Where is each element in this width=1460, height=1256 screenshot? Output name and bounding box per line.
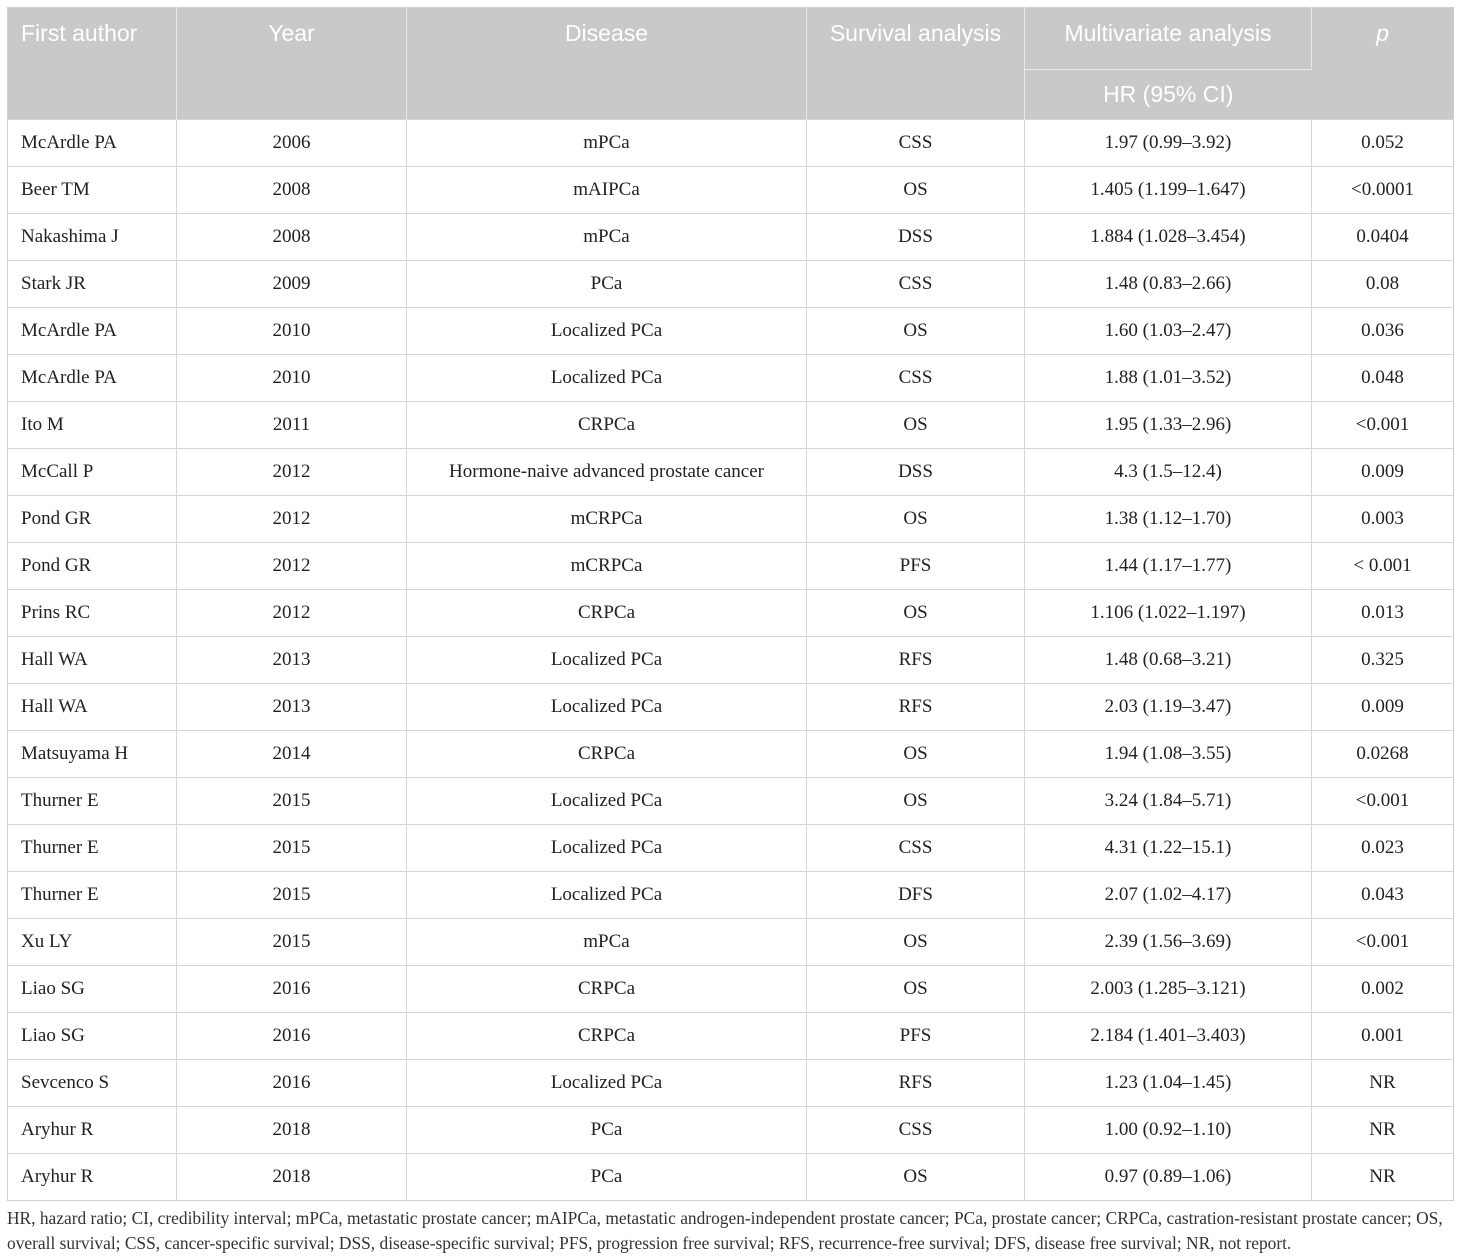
cell-disease: PCa — [407, 1154, 807, 1201]
cell-first-author: Liao SG — [8, 966, 177, 1013]
cell-disease: Localized PCa — [407, 684, 807, 731]
cell-year: 2013 — [177, 684, 407, 731]
cell-p-value: 0.052 — [1312, 120, 1454, 167]
cell-year: 2012 — [177, 449, 407, 496]
cell-disease: mCRPCa — [407, 543, 807, 590]
cell-survival-analysis: OS — [807, 731, 1025, 778]
cell-survival-analysis: OS — [807, 966, 1025, 1013]
cell-p-value: 0.043 — [1312, 872, 1454, 919]
cell-disease: mPCa — [407, 919, 807, 966]
cell-p-value: 0.048 — [1312, 355, 1454, 402]
cell-survival-analysis: OS — [807, 590, 1025, 637]
header-survival-analysis: Survival analysis — [807, 8, 1025, 120]
header-multivariate-analysis: Multivariate analysis — [1025, 8, 1312, 70]
cell-p-value: 0.023 — [1312, 825, 1454, 872]
cell-first-author: McArdle PA — [8, 355, 177, 402]
cell-disease: Localized PCa — [407, 637, 807, 684]
cell-hr-ci: 0.97 (0.89–1.06) — [1025, 1154, 1312, 1201]
table-row — [8, 590, 1454, 637]
cell-p-value: <0.001 — [1312, 402, 1454, 449]
cell-year: 2015 — [177, 919, 407, 966]
cell-first-author: Hall WA — [8, 637, 177, 684]
table-row — [8, 261, 1454, 308]
cell-hr-ci: 1.88 (1.01–3.52) — [1025, 355, 1312, 402]
table-row — [8, 543, 1454, 590]
cell-hr-ci: 4.3 (1.5–12.4) — [1025, 449, 1312, 496]
cell-survival-analysis: OS — [807, 167, 1025, 214]
cell-year: 2015 — [177, 778, 407, 825]
cell-survival-analysis: CSS — [807, 1107, 1025, 1154]
cell-disease: CRPCa — [407, 1013, 807, 1060]
cell-first-author: Matsuyama H — [8, 731, 177, 778]
cell-year: 2009 — [177, 261, 407, 308]
cell-hr-ci: 3.24 (1.84–5.71) — [1025, 778, 1312, 825]
table-row — [8, 167, 1454, 214]
cell-p-value: 0.036 — [1312, 308, 1454, 355]
cell-first-author: Pond GR — [8, 496, 177, 543]
cell-p-value: 0.009 — [1312, 684, 1454, 731]
cell-p-value: 0.001 — [1312, 1013, 1454, 1060]
cell-hr-ci: 2.03 (1.19–3.47) — [1025, 684, 1312, 731]
cell-year: 2018 — [177, 1154, 407, 1201]
cell-hr-ci: 1.97 (0.99–3.92) — [1025, 120, 1312, 167]
cell-year: 2015 — [177, 872, 407, 919]
cell-first-author: Prins RC — [8, 590, 177, 637]
table-row — [8, 1107, 1454, 1154]
cell-first-author: Nakashima J — [8, 214, 177, 261]
cell-survival-analysis: OS — [807, 496, 1025, 543]
cell-p-value: <0.001 — [1312, 919, 1454, 966]
cell-p-value: NR — [1312, 1060, 1454, 1107]
cell-hr-ci: 1.48 (0.83–2.66) — [1025, 261, 1312, 308]
cell-p-value: < 0.001 — [1312, 543, 1454, 590]
table-row — [8, 496, 1454, 543]
cell-hr-ci: 2.184 (1.401–3.403) — [1025, 1013, 1312, 1060]
cell-hr-ci: 1.94 (1.08–3.55) — [1025, 731, 1312, 778]
cell-year: 2013 — [177, 637, 407, 684]
cell-survival-analysis: CSS — [807, 120, 1025, 167]
table-row — [8, 731, 1454, 778]
table-row — [8, 214, 1454, 261]
cell-disease: mAIPCa — [407, 167, 807, 214]
cell-disease: CRPCa — [407, 402, 807, 449]
table-row — [8, 120, 1454, 167]
cell-survival-analysis: OS — [807, 778, 1025, 825]
cell-survival-analysis: RFS — [807, 684, 1025, 731]
cell-p-value: 0.325 — [1312, 637, 1454, 684]
cell-first-author: McArdle PA — [8, 120, 177, 167]
cell-first-author: Thurner E — [8, 872, 177, 919]
cell-hr-ci: 1.106 (1.022–1.197) — [1025, 590, 1312, 637]
cell-first-author: Beer TM — [8, 167, 177, 214]
header-year: Year — [177, 8, 407, 120]
cell-disease: PCa — [407, 261, 807, 308]
cell-hr-ci: 1.00 (0.92–1.10) — [1025, 1107, 1312, 1154]
cell-p-value: 0.003 — [1312, 496, 1454, 543]
cell-year: 2008 — [177, 214, 407, 261]
cell-p-value: 0.0268 — [1312, 731, 1454, 778]
cell-p-value: 0.0404 — [1312, 214, 1454, 261]
cell-p-value: NR — [1312, 1154, 1454, 1201]
cell-p-value: NR — [1312, 1107, 1454, 1154]
cell-survival-analysis: CSS — [807, 825, 1025, 872]
cell-first-author: McArdle PA — [8, 308, 177, 355]
table-body — [8, 120, 1454, 1201]
cell-first-author: Aryhur R — [8, 1107, 177, 1154]
cell-disease: CRPCa — [407, 590, 807, 637]
cell-first-author: Thurner E — [8, 778, 177, 825]
cell-first-author: Hall WA — [8, 684, 177, 731]
table-row — [8, 825, 1454, 872]
cell-year: 2011 — [177, 402, 407, 449]
cell-disease: Localized PCa — [407, 872, 807, 919]
cell-disease: Localized PCa — [407, 1060, 807, 1107]
cell-p-value: 0.002 — [1312, 966, 1454, 1013]
cell-survival-analysis: OS — [807, 1154, 1025, 1201]
cell-first-author: Stark JR — [8, 261, 177, 308]
cell-first-author: Xu LY — [8, 919, 177, 966]
cell-hr-ci: 1.23 (1.04–1.45) — [1025, 1060, 1312, 1107]
table-row — [8, 402, 1454, 449]
results-table — [7, 7, 1454, 1201]
cell-disease: Localized PCa — [407, 308, 807, 355]
cell-year: 2015 — [177, 825, 407, 872]
cell-first-author: Aryhur R — [8, 1154, 177, 1201]
cell-survival-analysis: OS — [807, 919, 1025, 966]
cell-survival-analysis: OS — [807, 402, 1025, 449]
cell-hr-ci: 1.48 (0.68–3.21) — [1025, 637, 1312, 684]
header-p-value: p — [1312, 8, 1454, 120]
table-row — [8, 1060, 1454, 1107]
header-disease: Disease — [407, 8, 807, 120]
table-row — [8, 872, 1454, 919]
cell-year: 2016 — [177, 1060, 407, 1107]
header-first-author: First author — [8, 8, 177, 120]
cell-year: 2008 — [177, 167, 407, 214]
cell-survival-analysis: OS — [807, 308, 1025, 355]
table-footnote: HR, hazard ratio; CI, credibility interval; mPCa, metastatic prostate cancer; mAIPCa, metastatic androgen-independent prostate cancer; PCa, prostate cancer; CRPCa, castration-resistant prostate cancer; OS, overall survival; CSS, cancer-specific survival; DSS, disease-specific survival; PFS, progression free survival; RFS, recurrence-free survival; DFS, disease free survival; NR, not report. — [7, 1208, 1443, 1253]
cell-survival-analysis: CSS — [807, 355, 1025, 402]
cell-survival-analysis: RFS — [807, 1060, 1025, 1107]
table-container — [7, 7, 1453, 1256]
cell-disease: mPCa — [407, 214, 807, 261]
cell-year: 2018 — [177, 1107, 407, 1154]
header-hr-ci: HR (95% CI) — [1025, 70, 1312, 120]
cell-disease: Localized PCa — [407, 355, 807, 402]
table-row — [8, 308, 1454, 355]
cell-hr-ci: 2.003 (1.285–3.121) — [1025, 966, 1312, 1013]
cell-first-author: McCall P — [8, 449, 177, 496]
cell-hr-ci: 4.31 (1.22–15.1) — [1025, 825, 1312, 872]
cell-disease: Hormone-naive advanced prostate cancer — [407, 449, 807, 496]
cell-p-value: 0.009 — [1312, 449, 1454, 496]
table-row — [8, 684, 1454, 731]
table-row — [8, 355, 1454, 402]
cell-disease: mCRPCa — [407, 496, 807, 543]
cell-first-author: Liao SG — [8, 1013, 177, 1060]
cell-first-author: Thurner E — [8, 825, 177, 872]
cell-survival-analysis: PFS — [807, 543, 1025, 590]
cell-year: 2006 — [177, 120, 407, 167]
cell-disease: mPCa — [407, 120, 807, 167]
cell-survival-analysis: CSS — [807, 261, 1025, 308]
cell-first-author: Ito M — [8, 402, 177, 449]
cell-year: 2014 — [177, 731, 407, 778]
cell-hr-ci: 1.60 (1.03–2.47) — [1025, 308, 1312, 355]
cell-year: 2010 — [177, 308, 407, 355]
table-row — [8, 778, 1454, 825]
cell-year: 2012 — [177, 590, 407, 637]
cell-survival-analysis: DFS — [807, 872, 1025, 919]
cell-hr-ci: 1.405 (1.199–1.647) — [1025, 167, 1312, 214]
cell-hr-ci: 2.07 (1.02–4.17) — [1025, 872, 1312, 919]
table-row — [8, 966, 1454, 1013]
cell-hr-ci: 1.95 (1.33–2.96) — [1025, 402, 1312, 449]
cell-disease: Localized PCa — [407, 778, 807, 825]
table-header — [8, 8, 1454, 120]
cell-hr-ci: 2.39 (1.56–3.69) — [1025, 919, 1312, 966]
cell-first-author: Pond GR — [8, 543, 177, 590]
cell-p-value: 0.013 — [1312, 590, 1454, 637]
cell-disease: Localized PCa — [407, 825, 807, 872]
cell-year: 2012 — [177, 543, 407, 590]
table-row — [8, 637, 1454, 684]
cell-disease: CRPCa — [407, 731, 807, 778]
cell-survival-analysis: DSS — [807, 214, 1025, 261]
cell-survival-analysis: DSS — [807, 449, 1025, 496]
cell-hr-ci: 1.38 (1.12–1.70) — [1025, 496, 1312, 543]
table-row — [8, 449, 1454, 496]
table-row — [8, 919, 1454, 966]
cell-p-value: <0.0001 — [1312, 167, 1454, 214]
cell-disease: CRPCa — [407, 966, 807, 1013]
cell-year: 2012 — [177, 496, 407, 543]
cell-year: 2016 — [177, 966, 407, 1013]
table-row — [8, 1154, 1454, 1201]
cell-hr-ci: 1.44 (1.17–1.77) — [1025, 543, 1312, 590]
cell-survival-analysis: RFS — [807, 637, 1025, 684]
cell-p-value: 0.08 — [1312, 261, 1454, 308]
cell-p-value: <0.001 — [1312, 778, 1454, 825]
cell-hr-ci: 1.884 (1.028–3.454) — [1025, 214, 1312, 261]
cell-first-author: Sevcenco S — [8, 1060, 177, 1107]
cell-survival-analysis: PFS — [807, 1013, 1025, 1060]
cell-year: 2016 — [177, 1013, 407, 1060]
cell-year: 2010 — [177, 355, 407, 402]
cell-disease: PCa — [407, 1107, 807, 1154]
table-row — [8, 1013, 1454, 1060]
